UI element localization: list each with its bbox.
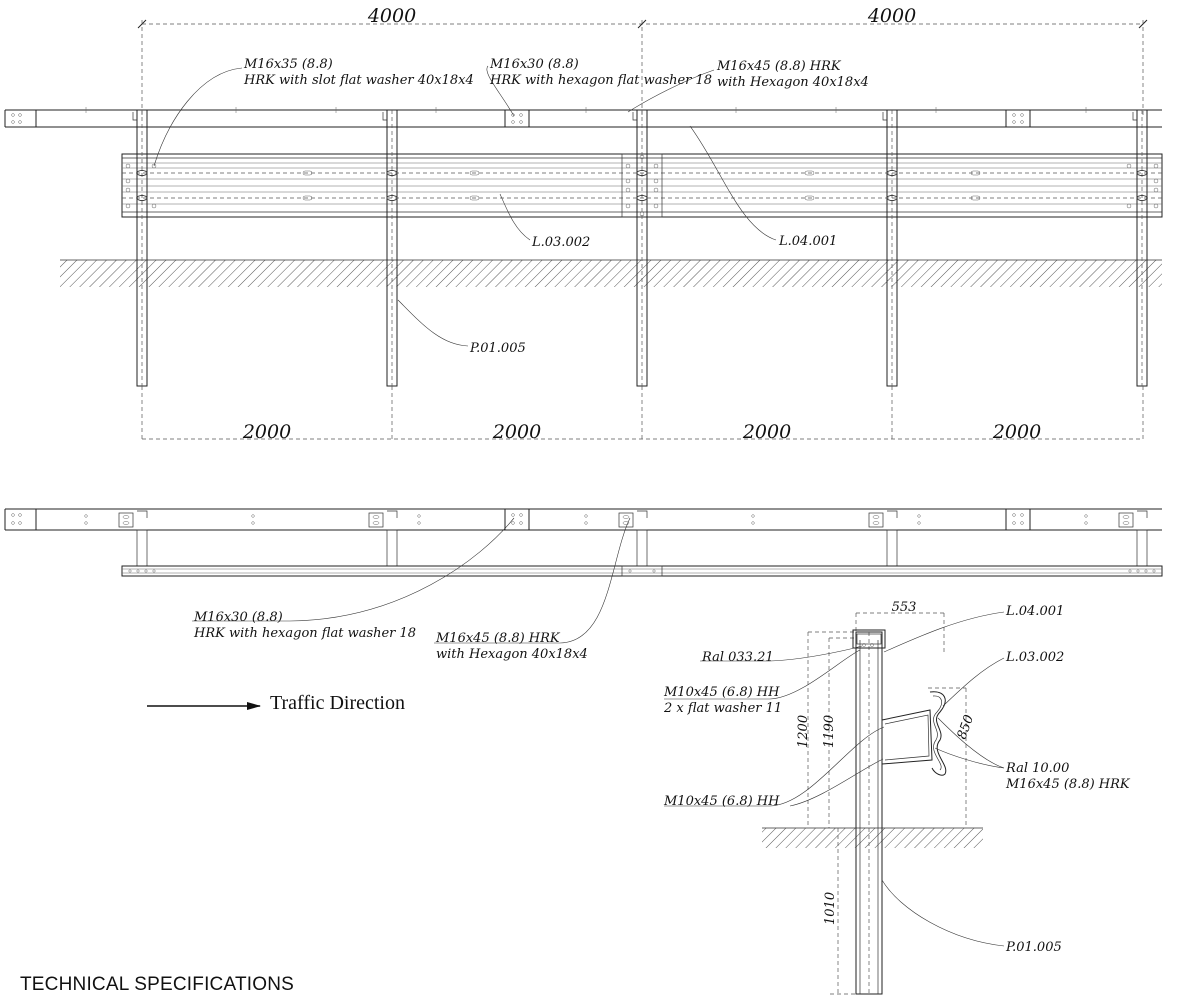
section-width-dim: 553: [891, 600, 917, 615]
svg-text:M16x45 (8.8) HRK: M16x45 (8.8) HRK: [717, 59, 841, 74]
post-spacing-3: 2000: [742, 421, 792, 443]
section-label-w-beam: L.03.002: [1006, 650, 1065, 665]
svg-text:M10x45 (6.8) HH: M10x45 (6.8) HH: [664, 685, 780, 700]
svg-text:M16x30 (8.8): M16x30 (8.8): [194, 610, 283, 625]
label-bolt-hex18: [489, 57, 712, 88]
plan-label-bolt-hex18: [193, 610, 416, 641]
label-post: P.01.005: [470, 341, 526, 356]
svg-text:M16x45 (8.8) HRK: M16x45 (8.8) HRK: [436, 631, 560, 646]
post-spacing-1: 2000: [242, 421, 292, 443]
section-label-ral-top: Ral 033.21: [702, 650, 774, 665]
top-rail: [5, 107, 1162, 127]
post-spacing-dimensions: [142, 386, 1143, 443]
height-w-beam-dim: 850: [954, 712, 978, 742]
traffic-direction-label: Traffic Direction: [270, 692, 405, 714]
section-label-bolt-m10-washer: [663, 685, 782, 716]
plan-view: [5, 509, 1162, 662]
height-rail-dim: 1190: [822, 714, 837, 748]
span-dimension-left: 4000: [367, 5, 417, 27]
span-dimension-right: 4000: [867, 5, 917, 27]
svg-text:HRK with hexagon flat washer 1: HRK with hexagon flat washer 18: [194, 626, 417, 641]
svg-text:HRK with hexagon flat washer 1: HRK with hexagon flat washer 18: [490, 73, 713, 88]
post-spacing-2: 2000: [492, 421, 542, 443]
svg-text:2 x flat washer 11: 2 x flat washer 11: [664, 701, 783, 716]
section-label-bolt-m16: M16x45 (8.8) HRK: [1006, 777, 1130, 792]
section-label-top-rail: L.04.001: [1006, 604, 1065, 619]
ground-hatch: [60, 260, 1162, 287]
height-total-dim: 1200: [796, 714, 811, 748]
label-bolt-slot: [243, 57, 474, 88]
w-beam: [122, 154, 1162, 217]
embed-depth-dim: 1010: [823, 891, 838, 925]
label-bolt-hex40: [716, 59, 869, 90]
svg-text:M16x35 (8.8): M16x35 (8.8): [244, 57, 333, 72]
svg-text:HRK with slot flat washer 40x: HRK with slot flat washer 40x18x4: [244, 73, 474, 88]
svg-text:with Hexagon 40x18x4: with Hexagon 40x18x4: [717, 75, 869, 90]
svg-text:M16x30 (8.8): M16x30 (8.8): [490, 57, 579, 72]
traffic-direction: [147, 692, 405, 714]
svg-text:with Hexagon 40x18x4: with Hexagon 40x18x4: [436, 647, 588, 662]
label-top-rail: L.04.001: [779, 234, 838, 249]
plan-label-bolt-hex40: [435, 631, 588, 662]
elevation-view: [5, 5, 1162, 443]
cross-section: [663, 600, 1131, 994]
page-title: TECHNICAL SPECIFICATIONS: [20, 974, 295, 995]
label-w-beam: L.03.002: [532, 235, 591, 250]
section-label-bolt-m10: M10x45 (6.8) HH: [664, 794, 780, 809]
posts: [133, 110, 1147, 386]
section-label-post: P.01.005: [1006, 940, 1062, 955]
section-label-ral-beam: Ral 10.00: [1006, 761, 1070, 776]
post-spacing-4: 2000: [992, 421, 1042, 443]
